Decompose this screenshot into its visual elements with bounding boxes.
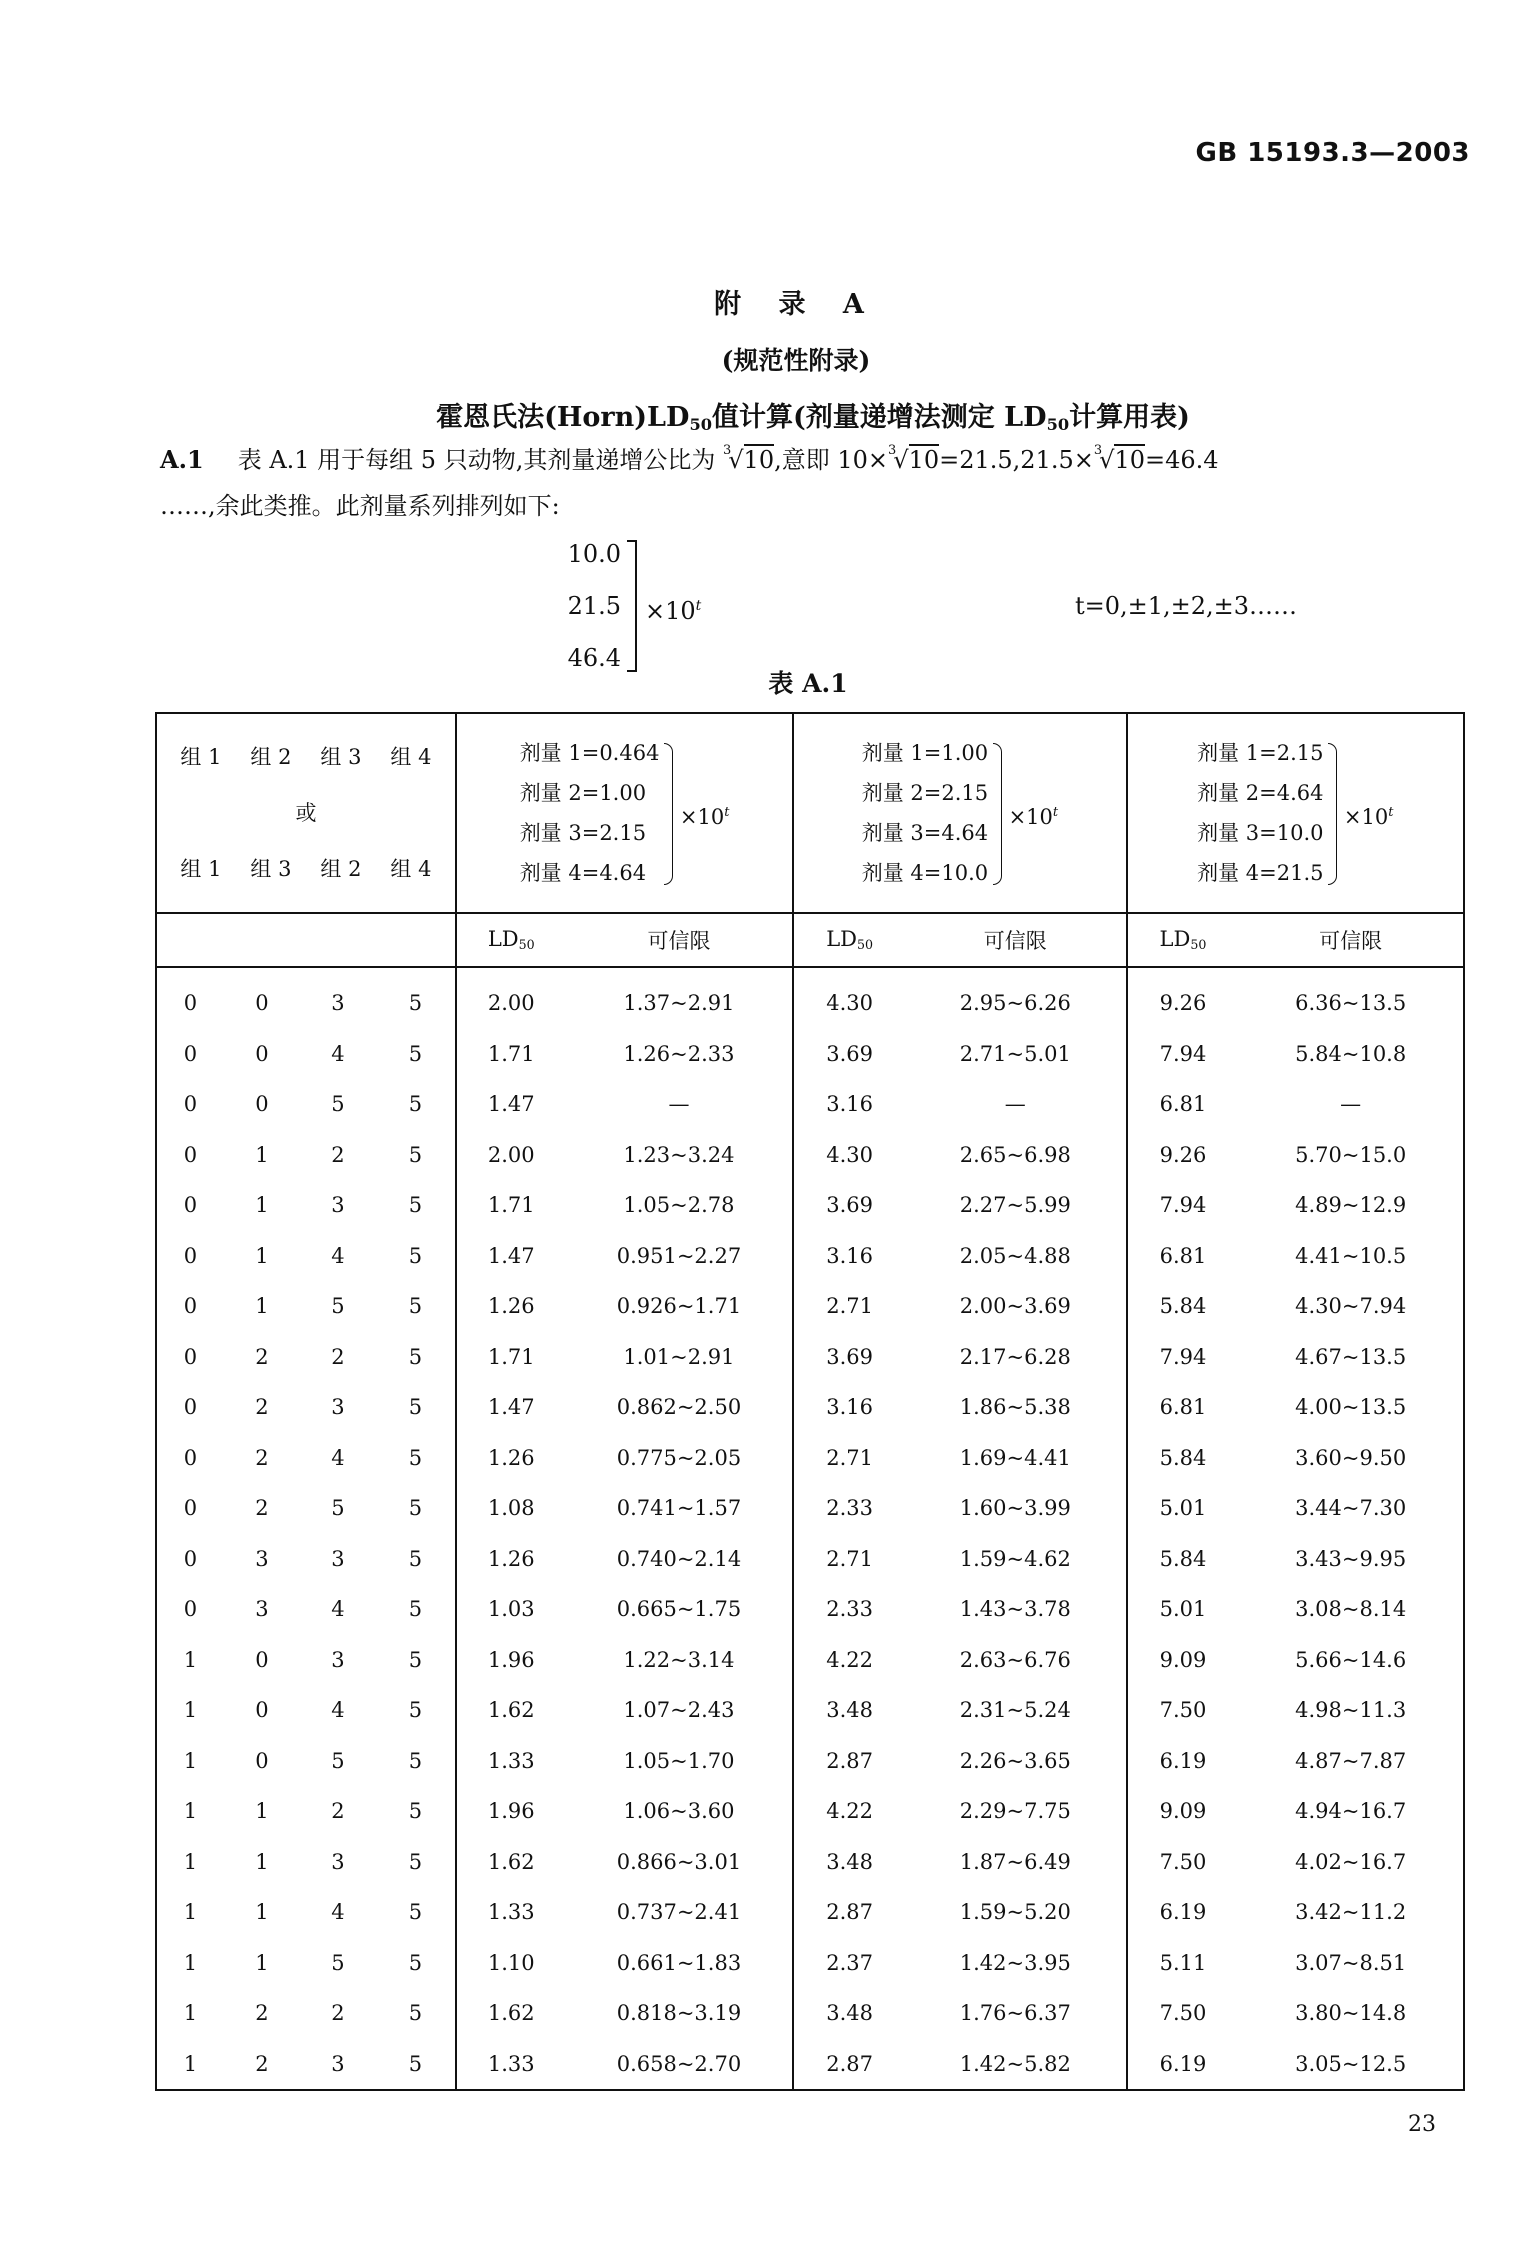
table-cell: 2.71 xyxy=(793,1433,905,1484)
standard-code: GB 15193.3—2003 xyxy=(1195,138,1470,168)
paragraph-a1: A.1 表 A.1 用于每组 5 只动物,其剂量递增公比为 $^3$√10,意即 10×$^3$√10=21.5,21.5×$^3$√10=46.4 xyxy=(160,436,1460,489)
table-cell: 3.42~11.2 xyxy=(1295,1900,1407,1925)
table-cell: 1.05~1.70 xyxy=(623,1748,735,1773)
table-cell: 1.01~2.91 xyxy=(623,1344,735,1369)
table-cell: 0.862~2.50 xyxy=(616,1395,742,1420)
table-cell: 3 xyxy=(331,2051,345,2076)
table-cell: 2.29~7.75 xyxy=(959,1799,1071,1824)
table-cell: 7.50 xyxy=(1127,1988,1239,2039)
table-cell: 1 xyxy=(183,1849,198,1874)
table-cell: 1 xyxy=(183,1950,198,1975)
table-cell: 1.96 xyxy=(456,1786,566,1837)
table-cell: 2.95~6.26 xyxy=(959,991,1071,1016)
table-cell: 2.33 xyxy=(793,1584,905,1635)
table-cell: 1 xyxy=(183,1698,198,1723)
table-cell: 5 xyxy=(408,1597,423,1622)
table-cell: 1.43~3.78 xyxy=(959,1597,1071,1622)
table-cell: 3.48 xyxy=(793,1988,905,2039)
table-cell: 5 xyxy=(408,1041,423,1066)
col-ld50: $LD_{50}$ xyxy=(456,913,566,967)
table-cell: 2.00 xyxy=(456,1130,566,1181)
table-cell: 1.33 xyxy=(456,1736,566,1787)
table-row xyxy=(156,1029,1464,1080)
table-cell: 0.951~2.27 xyxy=(616,1243,742,1268)
table-cell: 1 xyxy=(183,2051,198,2076)
table-cell: 6.81 xyxy=(1127,1231,1239,1282)
table-cell: 9.26 xyxy=(1127,1130,1239,1181)
table-cell: 0 xyxy=(183,1546,198,1571)
table-cell: — xyxy=(668,1092,690,1117)
table-row xyxy=(156,1130,1464,1181)
table-cell: 0 xyxy=(183,1041,198,1066)
table-cell: 1 xyxy=(183,1900,198,1925)
table-row xyxy=(156,1433,1464,1484)
table-cell: 3.60~9.50 xyxy=(1295,1445,1407,1470)
table-cell: 5.66~14.6 xyxy=(1295,1647,1407,1672)
table-cell: 1 xyxy=(255,1243,269,1268)
table-cell: 1 xyxy=(183,1647,198,1672)
series-bracket xyxy=(627,540,637,672)
col-ld50: $LD_{50}$ xyxy=(793,913,905,967)
table-cell: 5 xyxy=(408,1647,423,1672)
table-cell: 5 xyxy=(408,2001,423,2026)
table-cell: 5.70~15.0 xyxy=(1295,1142,1407,1167)
table-cell: 4.22 xyxy=(793,1635,905,1686)
table-row xyxy=(156,1079,1464,1130)
table-cell: 1.26 xyxy=(456,1534,566,1585)
table-cell: 1.62 xyxy=(456,1685,566,1736)
table-row xyxy=(156,1685,1464,1736)
table-cell: 6.81 xyxy=(1127,1079,1239,1130)
table-cell: 0 xyxy=(183,1142,198,1167)
table-cell: 1.87~6.49 xyxy=(959,1849,1071,1874)
table-cell: 5 xyxy=(331,1748,345,1773)
table-cell: 4 xyxy=(331,1698,345,1723)
table-cell: 0.661~1.83 xyxy=(616,1950,742,1975)
table-cell: 3.08~8.14 xyxy=(1295,1597,1407,1622)
table-cell: 5.84 xyxy=(1127,1534,1239,1585)
table-cell: 5 xyxy=(331,1294,345,1319)
table-cell: 1 xyxy=(183,2001,198,2026)
table-cell: 0.866~3.01 xyxy=(616,1849,742,1874)
table-cell: 2 xyxy=(255,1445,269,1470)
table-cell: 0.926~1.71 xyxy=(616,1294,742,1319)
table-cell: 1 xyxy=(183,1748,198,1773)
table-row xyxy=(156,2039,1464,2091)
table-cell: 5 xyxy=(331,1092,345,1117)
table-cell: 3.44~7.30 xyxy=(1295,1496,1407,1521)
table-cell: 4.30 xyxy=(793,967,905,1029)
table-cell: 0.737~2.41 xyxy=(616,1900,742,1925)
table-cell: 5 xyxy=(408,1496,423,1521)
table-cell: 1.05~2.78 xyxy=(623,1193,735,1218)
table-cell: 1.42~3.95 xyxy=(959,1950,1071,1975)
table-cell: 7.94 xyxy=(1127,1029,1239,1080)
table-cell: 0 xyxy=(255,1647,269,1672)
table-cell: 4 xyxy=(331,1041,345,1066)
table-cell: 3.48 xyxy=(793,1685,905,1736)
table-cell: 0 xyxy=(183,1344,198,1369)
table-row xyxy=(156,967,1464,1029)
table-cell: 3 xyxy=(255,1546,269,1571)
table-cell: 2 xyxy=(255,1395,269,1420)
dose-set-1: 剂量 1=0.464 剂量 2=1.00 剂量 3=2.15 剂量 4=4.64 $\times 10^t$ xyxy=(456,713,793,913)
cube-root: $^3$√10 xyxy=(888,443,940,474)
table-cell: 2 xyxy=(331,1344,345,1369)
table-cell: 1.71 xyxy=(456,1332,566,1383)
table-cell: 2.17~6.28 xyxy=(959,1344,1071,1369)
paragraph-a1-cont: ……,余此类推。此剂量系列排列如下: xyxy=(160,492,560,520)
col-ld50: $LD_{50}$ xyxy=(1127,913,1239,967)
table-cell: 3.16 xyxy=(793,1231,905,1282)
table-cell: 5 xyxy=(408,1799,423,1824)
table-cell: 1.96 xyxy=(456,1635,566,1686)
table-cell: 5 xyxy=(408,2051,423,2076)
table-cell: 3.69 xyxy=(793,1332,905,1383)
dose-set-2: 剂量 1=1.00 剂量 2=2.15 剂量 3=4.64 剂量 4=10.0 $\times 10^t$ xyxy=(793,713,1126,913)
table-cell: 3 xyxy=(331,1546,345,1571)
clause-label: A.1 xyxy=(160,445,204,474)
table-cell: 4 xyxy=(331,1597,345,1622)
table-cell: 0 xyxy=(183,1294,198,1319)
table-cell: — xyxy=(1004,1092,1026,1117)
table-cell: 0.818~3.19 xyxy=(616,2001,742,2026)
table-cell: 6.81 xyxy=(1127,1382,1239,1433)
annex-heading: 霍恩氏法$(Horn)LD_{50}$值计算(剂量递增法测定 $LD_{50}$计算用表) xyxy=(436,402,1190,435)
table-cell: 0 xyxy=(183,1092,198,1117)
table-cell: 5 xyxy=(408,991,423,1016)
table-row xyxy=(156,1635,1464,1686)
table-cell: 2.71~5.01 xyxy=(959,1041,1071,1066)
table-row xyxy=(156,1534,1464,1585)
table-cell: 7.94 xyxy=(1127,1180,1239,1231)
ld50-table xyxy=(155,712,1465,2091)
table-cell: 1.59~4.62 xyxy=(959,1546,1071,1571)
table-cell: 5 xyxy=(331,1496,345,1521)
table-cell: 1 xyxy=(183,1799,198,1824)
table-cell: 3 xyxy=(331,1647,345,1672)
table-cell: 5.01 xyxy=(1127,1584,1239,1635)
table-cell: 1 xyxy=(255,1849,269,1874)
annex-titles xyxy=(0,282,1536,434)
table-cell: 1.71 xyxy=(456,1029,566,1080)
table-cell: 2.87 xyxy=(793,1736,905,1787)
table-cell: 0 xyxy=(183,1445,198,1470)
table-cell: 2 xyxy=(255,1496,269,1521)
table-cell: — xyxy=(1340,1092,1362,1117)
table-cell: 5.84 xyxy=(1127,1281,1239,1332)
table-cell: 0 xyxy=(183,991,198,1016)
table-cell: 3.43~9.95 xyxy=(1295,1546,1407,1571)
table-cell: 5.11 xyxy=(1127,1938,1239,1989)
table-cell: 2.00 xyxy=(456,967,566,1029)
table-cell: 4.30 xyxy=(793,1130,905,1181)
table-cell: 7.94 xyxy=(1127,1332,1239,1383)
table-row xyxy=(156,1483,1464,1534)
table-cell: 9.26 xyxy=(1127,967,1239,1029)
table-cell: 5.84~10.8 xyxy=(1295,1041,1407,1066)
annex-title: 附 录 A xyxy=(714,289,878,320)
table-cell: 1.59~5.20 xyxy=(959,1900,1071,1925)
table-cell: 0 xyxy=(183,1243,198,1268)
table-cell: 2.71 xyxy=(793,1281,905,1332)
table-cell: 3.80~14.8 xyxy=(1295,2001,1407,2026)
table-row xyxy=(156,1281,1464,1332)
table-cell: 5 xyxy=(408,1900,423,1925)
table-cell: 2 xyxy=(255,1344,269,1369)
table-cell: 2 xyxy=(331,1799,345,1824)
page-number: 23 xyxy=(1408,2112,1436,2137)
table-cell: 2.26~3.65 xyxy=(959,1748,1071,1773)
table-cell: 4.22 xyxy=(793,1786,905,1837)
table-cell: 0.740~2.14 xyxy=(616,1546,742,1571)
table-cell: 2.00~3.69 xyxy=(959,1294,1071,1319)
table-cell: 1.42~5.82 xyxy=(959,2051,1071,2076)
table-cell: 2.05~4.88 xyxy=(959,1243,1071,1268)
table-cell: 3.69 xyxy=(793,1029,905,1080)
table-cell: 5 xyxy=(408,1344,423,1369)
table-cell: 1.07~2.43 xyxy=(623,1698,735,1723)
table-cell: 1 xyxy=(255,1193,269,1218)
table-header-doses xyxy=(156,713,1464,913)
table-cell: 1.62 xyxy=(456,1837,566,1888)
table-cell: 2.31~5.24 xyxy=(959,1698,1071,1723)
col-confidence-limit: 可信限 xyxy=(566,913,794,967)
table-cell: 9.09 xyxy=(1127,1635,1239,1686)
table-cell: 1.47 xyxy=(456,1382,566,1433)
table-cell: 5 xyxy=(408,1294,423,1319)
table-cell: 0 xyxy=(183,1193,198,1218)
table-cell: 3.48 xyxy=(793,1837,905,1888)
table-cell: 0 xyxy=(183,1395,198,1420)
table-cell: 3 xyxy=(255,1597,269,1622)
col-confidence-limit: 可信限 xyxy=(1238,913,1464,967)
table-cell: 5 xyxy=(408,1950,423,1975)
table-cell: 6.19 xyxy=(1127,2039,1239,2091)
table-cell: 0.658~2.70 xyxy=(616,2051,742,2076)
table-cell: 5 xyxy=(408,1193,423,1218)
table-cell: 5 xyxy=(408,1092,423,1117)
table-cell: 1.08 xyxy=(456,1483,566,1534)
table-row xyxy=(156,1887,1464,1938)
table-cell: 4.98~11.3 xyxy=(1295,1698,1407,1723)
table-cell: 1.60~3.99 xyxy=(959,1496,1071,1521)
table-cell: 0 xyxy=(255,991,269,1016)
table-row xyxy=(156,1736,1464,1787)
table-cell: 1 xyxy=(255,1950,269,1975)
table-cell: 5 xyxy=(408,1546,423,1571)
table-cell: 3.07~8.51 xyxy=(1295,1950,1407,1975)
table-cell: 1.10 xyxy=(456,1938,566,1989)
table-cell: 5.01 xyxy=(1127,1483,1239,1534)
dose-set-3: 剂量 1=2.15 剂量 2=4.64 剂量 3=10.0 剂量 4=21.5 $\times 10^t$ xyxy=(1127,713,1464,913)
col-confidence-limit: 可信限 xyxy=(905,913,1127,967)
table-cell: 4 xyxy=(331,1445,345,1470)
table-cell: 1.33 xyxy=(456,1887,566,1938)
table-cell: 1.23~3.24 xyxy=(623,1142,735,1167)
table-row xyxy=(156,1786,1464,1837)
table-cell: 0 xyxy=(183,1496,198,1521)
table-cell: 1.47 xyxy=(456,1231,566,1282)
table-row xyxy=(156,1938,1464,1989)
table-cell: 2 xyxy=(255,2051,269,2076)
table-cell: 1.06~3.60 xyxy=(623,1799,735,1824)
table-cell: 0.741~1.57 xyxy=(616,1496,742,1521)
series-t-expression: t=0,±1,±2,±3…… xyxy=(1075,592,1298,620)
table-cell: 0.665~1.75 xyxy=(616,1597,742,1622)
series-values: 10.0 21.5 46.4 xyxy=(567,540,621,672)
table-cell: 4.94~16.7 xyxy=(1295,1799,1407,1824)
table-cell: 3 xyxy=(331,991,345,1016)
table-cell: 4.02~16.7 xyxy=(1295,1849,1407,1874)
cube-root: $^3$√10 xyxy=(722,443,775,474)
table-row xyxy=(156,1837,1464,1888)
table-cell: 1.86~5.38 xyxy=(959,1395,1071,1420)
table-cell: 1 xyxy=(255,1900,269,1925)
table-cell: 5 xyxy=(408,1395,423,1420)
table-cell: 5.84 xyxy=(1127,1433,1239,1484)
table-cell: 7.50 xyxy=(1127,1685,1239,1736)
table-row xyxy=(156,1382,1464,1433)
table-cell: 6.19 xyxy=(1127,1887,1239,1938)
table-cell: 3.69 xyxy=(793,1180,905,1231)
table-row xyxy=(156,1332,1464,1383)
table-header-columns xyxy=(156,913,1464,967)
table-cell: 0 xyxy=(255,1748,269,1773)
table-cell: 5 xyxy=(408,1142,423,1167)
table-cell: 1 xyxy=(255,1294,269,1319)
table-cell: 1.03 xyxy=(456,1584,566,1635)
table-cell: 1.26~2.33 xyxy=(623,1041,735,1066)
table-cell: 0.775~2.05 xyxy=(616,1445,742,1470)
table-cell: 1 xyxy=(255,1799,269,1824)
cube-root: $^3$√10 xyxy=(1093,443,1145,474)
table-cell: 2.65~6.98 xyxy=(959,1142,1071,1167)
table-cell: 5 xyxy=(408,1698,423,1723)
table-cell: 4 xyxy=(331,1243,345,1268)
table-cell: 1.76~6.37 xyxy=(959,2001,1071,2026)
annex-subtitle: (规范性附录) xyxy=(721,346,871,375)
table-caption: 表 A.1 xyxy=(768,669,848,698)
table-row xyxy=(156,1180,1464,1231)
table-cell: 5 xyxy=(408,1849,423,1874)
table-cell: 7.50 xyxy=(1127,1837,1239,1888)
table-cell: 1.26 xyxy=(456,1281,566,1332)
table-cell: 1.47 xyxy=(456,1079,566,1130)
table-cell: 3 xyxy=(331,1395,345,1420)
table-cell: 1.71 xyxy=(456,1180,566,1231)
table-cell: 0 xyxy=(255,1092,269,1117)
table-cell: 4.30~7.94 xyxy=(1295,1294,1407,1319)
table-cell: 1 xyxy=(255,1142,269,1167)
table-cell: 2.33 xyxy=(793,1483,905,1534)
table-cell: 2.37 xyxy=(793,1938,905,1989)
table-cell: 4 xyxy=(331,1900,345,1925)
table-cell: 9.09 xyxy=(1127,1786,1239,1837)
table-cell: 1.33 xyxy=(456,2039,566,2091)
table-cell: 4.41~10.5 xyxy=(1295,1243,1407,1268)
table-cell: 2.27~5.99 xyxy=(959,1193,1071,1218)
table-cell: 2.87 xyxy=(793,1887,905,1938)
table-cell: 4.89~12.9 xyxy=(1295,1193,1407,1218)
table-cell: 2.87 xyxy=(793,2039,905,2091)
table-cell: 2 xyxy=(331,1142,345,1167)
table-cell: 3 xyxy=(331,1849,345,1874)
table-cell: 0 xyxy=(183,1597,198,1622)
table-cell: 0 xyxy=(255,1041,269,1066)
table-row xyxy=(156,1584,1464,1635)
table-cell: 0 xyxy=(255,1698,269,1723)
table-cell: 6.36~13.5 xyxy=(1295,991,1407,1016)
table-cell: 5 xyxy=(331,1950,345,1975)
table-cell: 3.16 xyxy=(793,1079,905,1130)
table-cell: 2 xyxy=(255,2001,269,2026)
table-cell: 6.19 xyxy=(1127,1736,1239,1787)
table-cell: 3.16 xyxy=(793,1382,905,1433)
table-cell: 3 xyxy=(331,1193,345,1218)
table-cell: 1.37~2.91 xyxy=(623,991,735,1016)
series-multiplier: $\times 10^t$ xyxy=(645,597,702,625)
table-cell: 5 xyxy=(408,1748,423,1773)
table-cell: 1.26 xyxy=(456,1433,566,1484)
table-cell: 2.63~6.76 xyxy=(959,1647,1071,1672)
table-cell: 4.87~7.87 xyxy=(1295,1748,1407,1773)
table-row xyxy=(156,1231,1464,1282)
table-cell: 5 xyxy=(408,1445,423,1470)
table-cell: 3.05~12.5 xyxy=(1295,2051,1407,2076)
table-cell: 2.71 xyxy=(793,1534,905,1585)
table-cell: 1.69~4.41 xyxy=(959,1445,1071,1470)
table-cell: 1.62 xyxy=(456,1988,566,2039)
table-cell: 4.00~13.5 xyxy=(1295,1395,1407,1420)
table-cell: 2 xyxy=(331,2001,345,2026)
table-cell: 1.22~3.14 xyxy=(623,1647,735,1672)
table-cell: 5 xyxy=(408,1243,423,1268)
group-order-header: 组 1 组 2 组 3 组 4 或 组 1 组 3 组 2 组 4 xyxy=(156,713,456,913)
table-cell: 4.67~13.5 xyxy=(1295,1344,1407,1369)
table-row xyxy=(156,1988,1464,2039)
